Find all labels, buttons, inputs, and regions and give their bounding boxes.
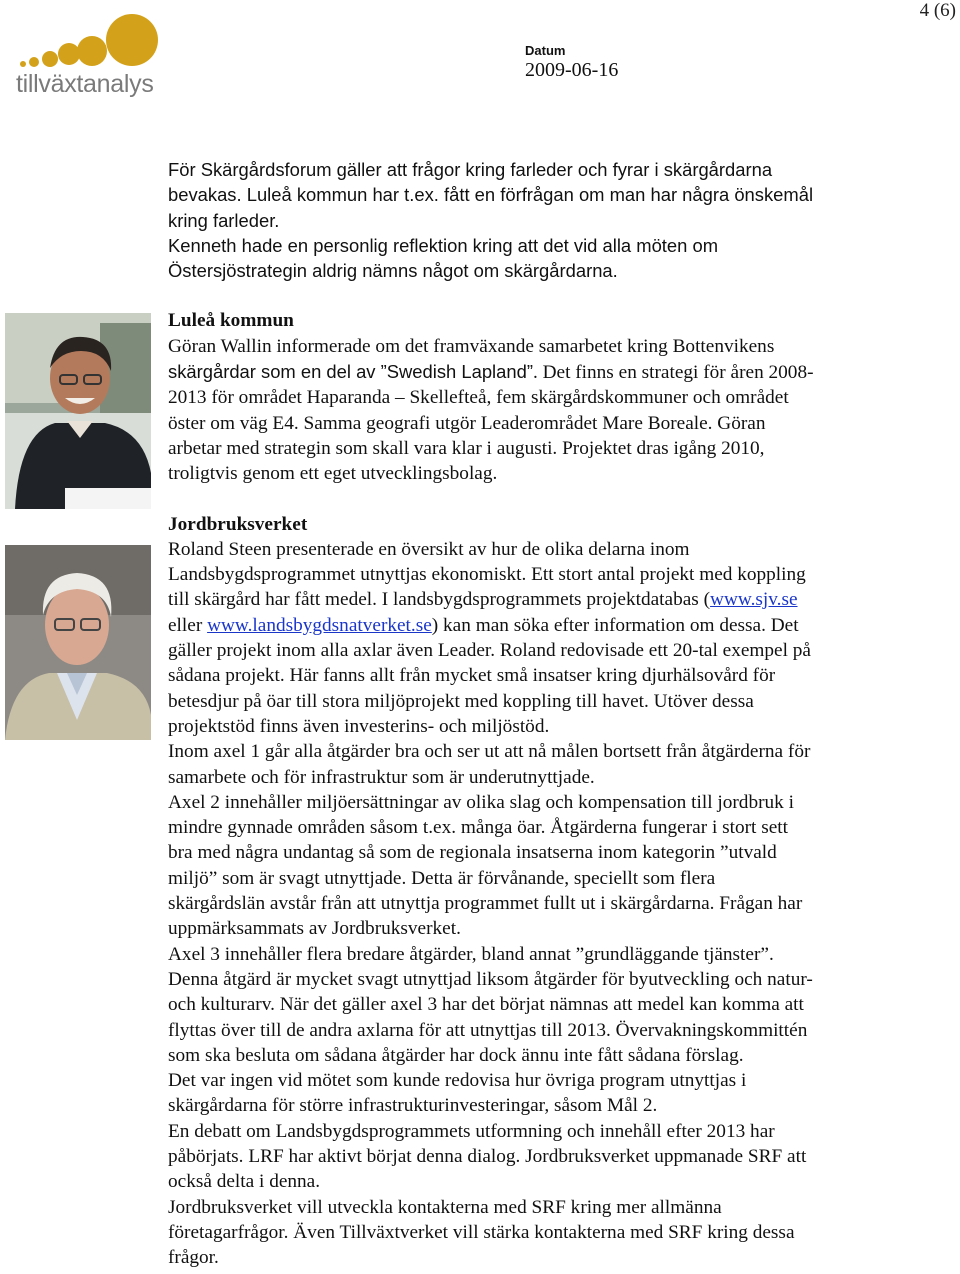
text-line: skärgårdarna för större infrastrukturinvesteringar, såsom Mål 2. bbox=[168, 1095, 658, 1117]
text-line: Jordbruksverket vill utveckla kontakterna med SRF kring mer allmänna bbox=[168, 1196, 722, 1218]
tillvaxtanalys-logo bbox=[14, 14, 164, 104]
text-span: till skärgård har fått medel. I landsbygdsprogrammets projektdatabas ( bbox=[168, 589, 711, 611]
text-line: skärgårdslän avstår från att utnyttja programmet fullt ut i skärgårdarna. Frågan har bbox=[168, 893, 803, 915]
landsbygdsnatverket-link[interactable]: www.landsbygdsnatverket.se bbox=[207, 614, 432, 636]
sjv-link[interactable]: www.sjv.se bbox=[710, 589, 798, 611]
text-line: Kenneth hade en personlig reflektion kring att det vid alla möten om bbox=[168, 234, 719, 256]
text-line: miljö” som är svagt utnyttjade. Detta är förvånande, speciellt som flera bbox=[168, 867, 716, 889]
text-span: eller bbox=[168, 614, 208, 636]
text-span: skärgårdar som en del av ”Swedish Lapland” bbox=[168, 361, 533, 383]
text-line: 2013 för området Haparanda – Skellefteå, fem skärgårdskommuner och området bbox=[168, 387, 789, 409]
text-line bbox=[168, 359, 908, 385]
text-line: påbörjats. LRF har aktivt börjat denna dialog. Jordbruksverket uppmanade SRF att bbox=[168, 1145, 807, 1167]
text-line: Roland Steen presenterade en översikt av hur de olika delarna inom bbox=[168, 538, 690, 560]
text-line: betesdjur på öar till stora miljöprojekt med koppling till havet. Utöver dessa bbox=[168, 690, 754, 712]
text-line: Axel 3 innehåller flera bredare åtgärder, bland annat ”grundläggande tjänster”. bbox=[168, 943, 774, 965]
text-line: som ska besluta om sådana åtgärder har dock ännu inte fått sådana förslag. bbox=[168, 1044, 744, 1066]
document-body bbox=[168, 157, 908, 1270]
portrait-goran-wallin bbox=[5, 313, 151, 509]
text-line: Östersjöstrategin aldrig nämns något om skärgårdarna. bbox=[168, 260, 618, 282]
text-line: troligtvis genom ett eget utvecklingsbolag. bbox=[168, 463, 498, 485]
text-line: Landsbygdsprogrammet utnyttjas ekonomiskt. Ett stort antal projekt med koppling bbox=[168, 564, 806, 586]
text-line: och kulturarv. När det gäller axel 3 har det börjat nämnas att medel kan komma att bbox=[168, 994, 804, 1016]
section-heading: Luleå kommun bbox=[168, 310, 294, 332]
text-line: också delta i denna. bbox=[168, 1171, 321, 1193]
text-line: Det var ingen vid mötet som kunde redovisa hur övriga program utnyttjas i bbox=[168, 1070, 747, 1092]
text-line: Denna åtgärd är mycket svagt utnyttjad liksom åtgärder för byutveckling och natur- bbox=[168, 968, 813, 990]
text-line: Göran Wallin informerade om det framväxande samarbetet kring Bottenvikens bbox=[168, 335, 775, 357]
logo-text: tillväxtanalys bbox=[16, 70, 154, 98]
text-line: öster om väg E4. Samma geografi utgör Leaderområdet Mare Boreale. Göran bbox=[168, 412, 766, 434]
text-line: bra med några undantag så som de regionala insatserna inom kategorin ”utvald bbox=[168, 842, 777, 864]
text-line bbox=[168, 613, 908, 638]
lulea-kommun-section bbox=[168, 308, 908, 486]
text-line: arbetar med strategin som skall vara klar i augusti. Projektet dras igång 2010, bbox=[168, 437, 765, 459]
intro-section bbox=[168, 157, 908, 283]
portrait-roland-steen bbox=[5, 545, 151, 740]
text-line: sådana projekt. Här fanns allt från mycket små insatser kring djurhälsovård för bbox=[168, 665, 776, 687]
text-line: flyttas över till de andra axlarna för att utnyttjas till 2013. Övervakningskommittén bbox=[168, 1019, 808, 1041]
date-value: 2009-06-16 bbox=[525, 59, 619, 81]
text-line bbox=[168, 587, 908, 612]
text-span: ) kan man söka efter information om dessa. Det bbox=[431, 614, 799, 636]
text-line: Inom axel 1 går alla åtgärder bra och ser ut att nå målen bortsett från åtgärderna för bbox=[168, 741, 811, 763]
text-line: En debatt om Landsbygdsprogrammets utformning och innehåll efter 2013 har bbox=[168, 1120, 775, 1142]
logo-dots-icon bbox=[14, 14, 164, 74]
section-heading: Jordbruksverket bbox=[168, 513, 308, 535]
text-line: samarbete och för infrastruktur som är underutnyttjade. bbox=[168, 766, 595, 788]
date-label: Datum bbox=[525, 43, 566, 58]
text-line: frågor. bbox=[168, 1247, 219, 1269]
text-line: För Skärgårdsforum gäller att frågor kring farleder och fyrar i skärgårdarna bbox=[168, 159, 773, 180]
text-line: Axel 2 innehåller miljöersättningar av olika slag och kompensation till jordbruk i bbox=[168, 791, 794, 813]
page-number: 4 (6) bbox=[919, 0, 956, 21]
text-line: projektstöd finns även investerins- och miljöstöd. bbox=[168, 715, 550, 737]
text-line: kring farleder. bbox=[168, 209, 280, 231]
jordbruksverket-section bbox=[168, 512, 908, 1271]
text-line: mindre gynnade områden såsom t.ex. många öar. Åtgärderna fungerar i stort sett bbox=[168, 817, 789, 839]
text-line: gäller projekt inom alla axlar även Leader. Roland redovisade ett 20-tal exempel på bbox=[168, 640, 811, 662]
text-span: . Det finns en strategi för åren 2008- bbox=[532, 362, 814, 384]
text-line: bevakas. Luleå kommun har t.ex. fått en förfrågan om man har några önskemål bbox=[168, 184, 814, 206]
text-line: företagarfrågor. Även Tillväxtverket vill stärka kontakterna med SRF kring dessa bbox=[168, 1221, 795, 1243]
text-line: uppmärksammats av Jordbruksverket. bbox=[168, 918, 461, 940]
